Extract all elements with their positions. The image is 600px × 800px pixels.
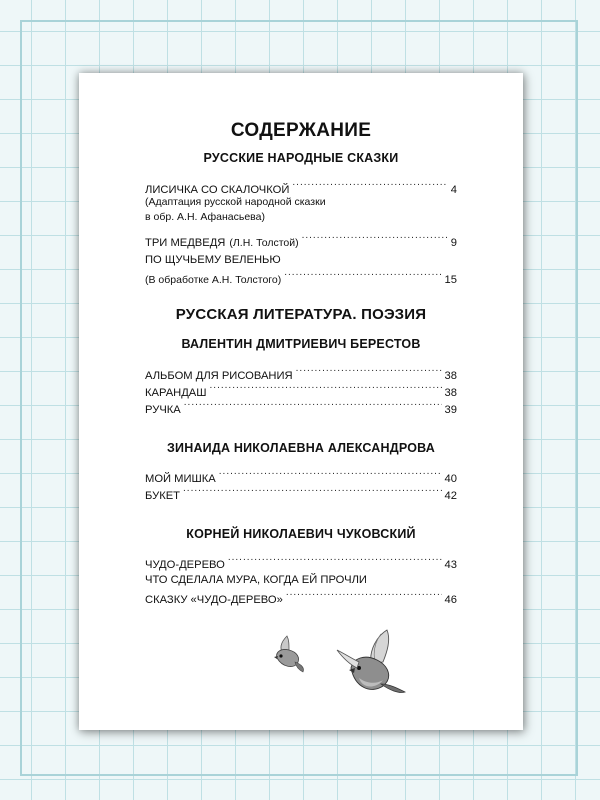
entry-page: 40 [444,473,457,485]
dot-leader [292,179,447,193]
toc-entry [145,589,457,608]
entry-title: БУКЕТ [145,490,181,502]
dot-leader [219,468,442,482]
dot-leader [296,365,442,379]
entry-title: АЛЬБОМ ДЛЯ РИСОВАНИЯ [145,370,293,382]
author-heading: ЗИНАИДА НИКОЛАЕВНА АЛЕКСАНДРОВА [167,441,435,455]
entry-note: (В обработке А.Н. Толстого) [145,274,282,286]
entry-page: 39 [444,404,457,416]
entry-page: 4 [450,184,457,196]
large-bird-icon [337,630,405,693]
entry-title: КАРАНДАШ [145,387,207,399]
dot-leader [228,554,442,568]
dot-leader [184,399,442,413]
entry-title: МОЙ МИШКА [145,473,216,485]
author-heading: КОРНЕЙ НИКОЛАЕВИЧ ЧУКОВСКИЙ [186,527,416,541]
entry-page: 46 [444,594,457,606]
entry-title: ЧУДО-ДЕРЕВО [145,559,225,571]
entry-title: РУЧКА [145,404,181,416]
entry-title: СКАЗКУ «ЧУДО-ДЕРЕВО» [145,594,283,606]
section-heading-poetry: РУССКАЯ ЛИТЕРАТУРА. ПОЭЗИЯ [175,306,427,323]
entry-title: ЛИСИЧКА СО СКАЛОЧКОЙ [145,184,290,196]
entry-author: (Л.Н. Толстой) [229,237,299,249]
entry-note: (Адаптация русской народной сказки [145,196,326,208]
birds-icon [259,628,429,708]
toc-entry [145,485,457,504]
entry-page: 42 [444,490,457,502]
toc-entry [145,232,457,251]
entry-title: ЧТО СДЕЛАЛА МУРА, КОГДА ЕЙ ПРОЧЛИ [145,574,367,586]
entry-page: 43 [444,559,457,571]
entry-note: в обр. А.Н. Афанасьева) [145,211,265,223]
section-heading-folk-tales: РУССКИЕ НАРОДНЫЕ СКАЗКИ [203,151,399,165]
dot-leader [302,232,448,246]
dot-leader [183,485,442,499]
entry-page: 9 [450,237,457,249]
dot-leader [210,382,442,396]
toc-entry [145,399,457,418]
entry-page: 38 [444,387,457,399]
small-bird-icon [274,636,304,672]
entry-title: ТРИ МЕДВЕДЯ [145,237,226,249]
page-title: СОДЕРЖАНИЕ [230,120,372,141]
book-page [79,73,523,730]
toc-entry [145,269,457,288]
author-heading: ВАЛЕНТИН ДМИТРИЕВИЧ БЕРЕСТОВ [181,337,421,351]
entry-title: ПО ЩУЧЬЕМУ ВЕЛЕНЬЮ [145,254,281,266]
dot-leader [284,269,441,283]
toc-entry [145,554,457,573]
dot-leader [286,589,442,603]
entry-page: 38 [444,370,457,382]
entry-page: 15 [444,274,457,286]
